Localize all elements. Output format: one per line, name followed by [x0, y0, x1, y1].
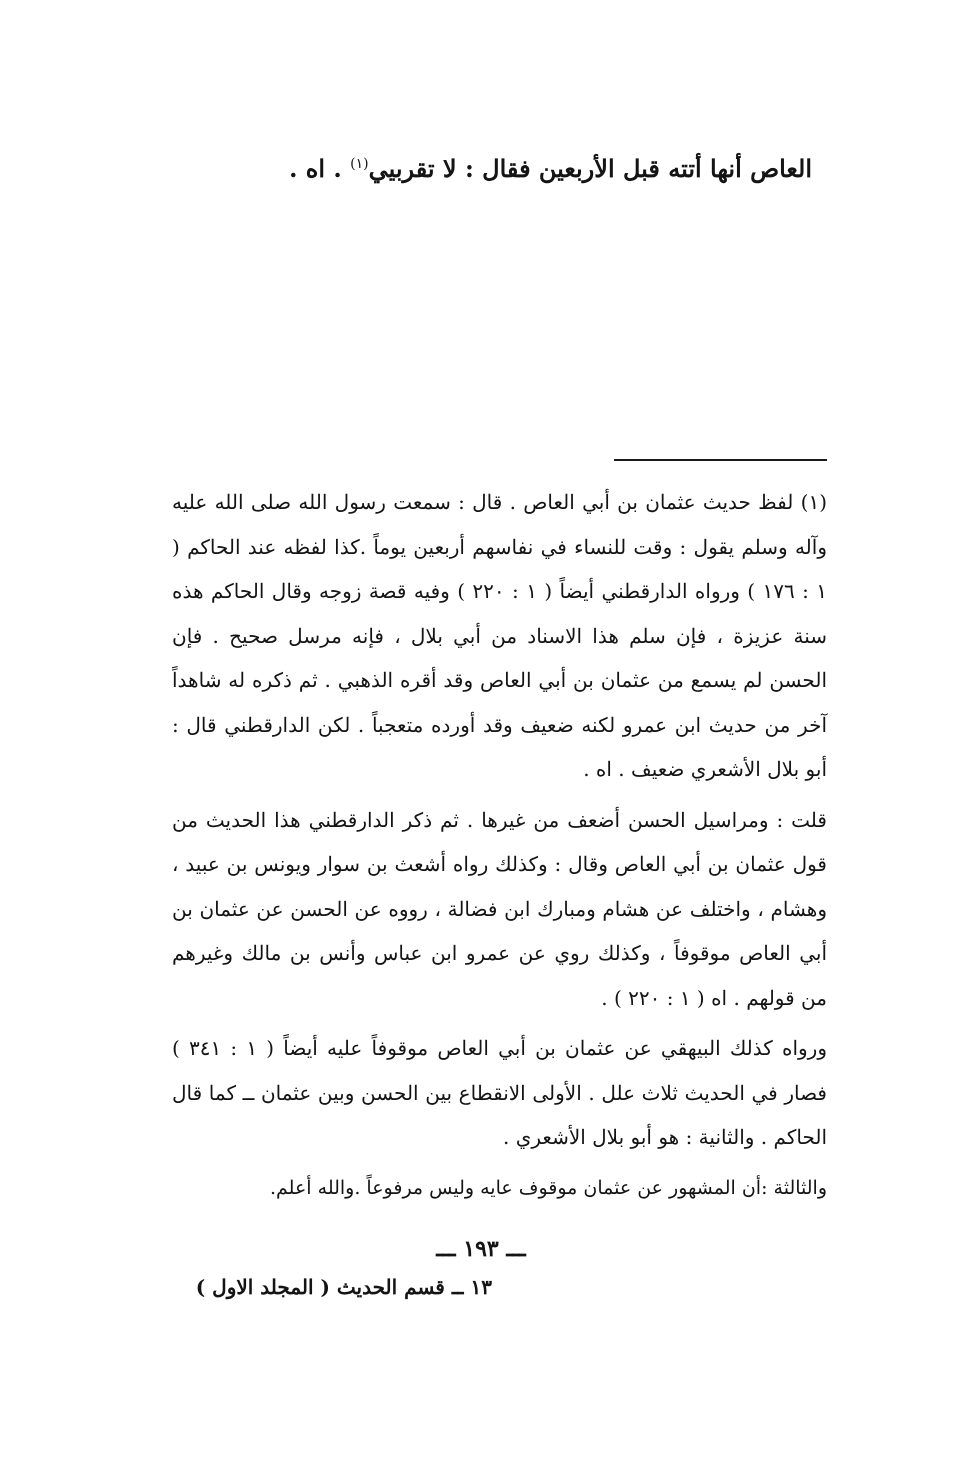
section-signature: ١٣ ــ قسم الحديث ( المجلد الاول ) — [195, 1275, 492, 1299]
page-number: ـــ ١٩٣ ـــ — [436, 1236, 526, 1262]
footnotes-block — [172, 480, 827, 1216]
main-text-line — [152, 147, 812, 186]
footnote-paragraph-3: ورواه كذلك البيهقي عن عثمان بن أبي العاص موقوفاً عليه أيضاً ( ١ : ٣٤١ ) فصار في الحديث ثلاث علل . الأولى الانقطاع بين الحسن وبين عثمان ــ كما قال الحاكم . والثانية : هو أبو بلال الأشعري . — [172, 1036, 827, 1149]
footnote-paragraph-2: قلت : ومراسيل الحسن أضعف من غيرها . ثم ذكر الدارقطني هذا الحديث من قول عثمان بن أبي العاص وقال : وكذلك رواه أشعث بن سوار ويونس بن عبيد ، وهشام ، واختلف عن هشام ومبارك ابن فضالة ، رووه عن الحسن عن عثمان بن أبي العاص موقوفاً ، وكذلك روي عن عمرو ابن عباس وأنس بن مالك وغيرهم من قولهم . اه ( ١ : ٢٢٠ ) . — [172, 807, 827, 1010]
footnote-paragraph-1: (١) لفظ حديث عثمان بن أبي العاص . قال : سمعت رسول الله صلى الله عليه وآله وسلم يقول : وقت للنساء في نفاسهم أربعين يوماً .كذا لفظه عند الحاكم ( ١ : ١٧٦ ) ورواه الدارقطني أيضاً ( ١ : ٢٢٠ ) وفيه قصة زوجه وقال الحاكم هذه سنة عزيزة ، فإن سلم هذا الاسناد من أبي بلال ، فإنه مرسل صحيح . فإن الحسن لم يسمع من عثمان بن أبي العاص وقد أقره الذهبي . ثم ذكره له شاهداً آخر من حديث ابن عمرو لكنه ضعيف وقد أورده متعجباً . لكن الدارقطني قال : أبو بلال الأشعري ضعيف . اه . — [172, 490, 828, 781]
footnote-paragraph-4: والثالثة :أن المشهور عن عثمان موقوف عايه وليس مرفوعاً .والله أعلم. — [270, 1176, 827, 1199]
main-text-ending: . اه . — [289, 154, 351, 183]
main-text: العاص أنها أتته قبل الأربعين فقال : لا تقربيي — [368, 154, 812, 183]
footnote-reference-marker: (١) — [350, 156, 369, 172]
footnote-separator-rule — [614, 459, 827, 461]
